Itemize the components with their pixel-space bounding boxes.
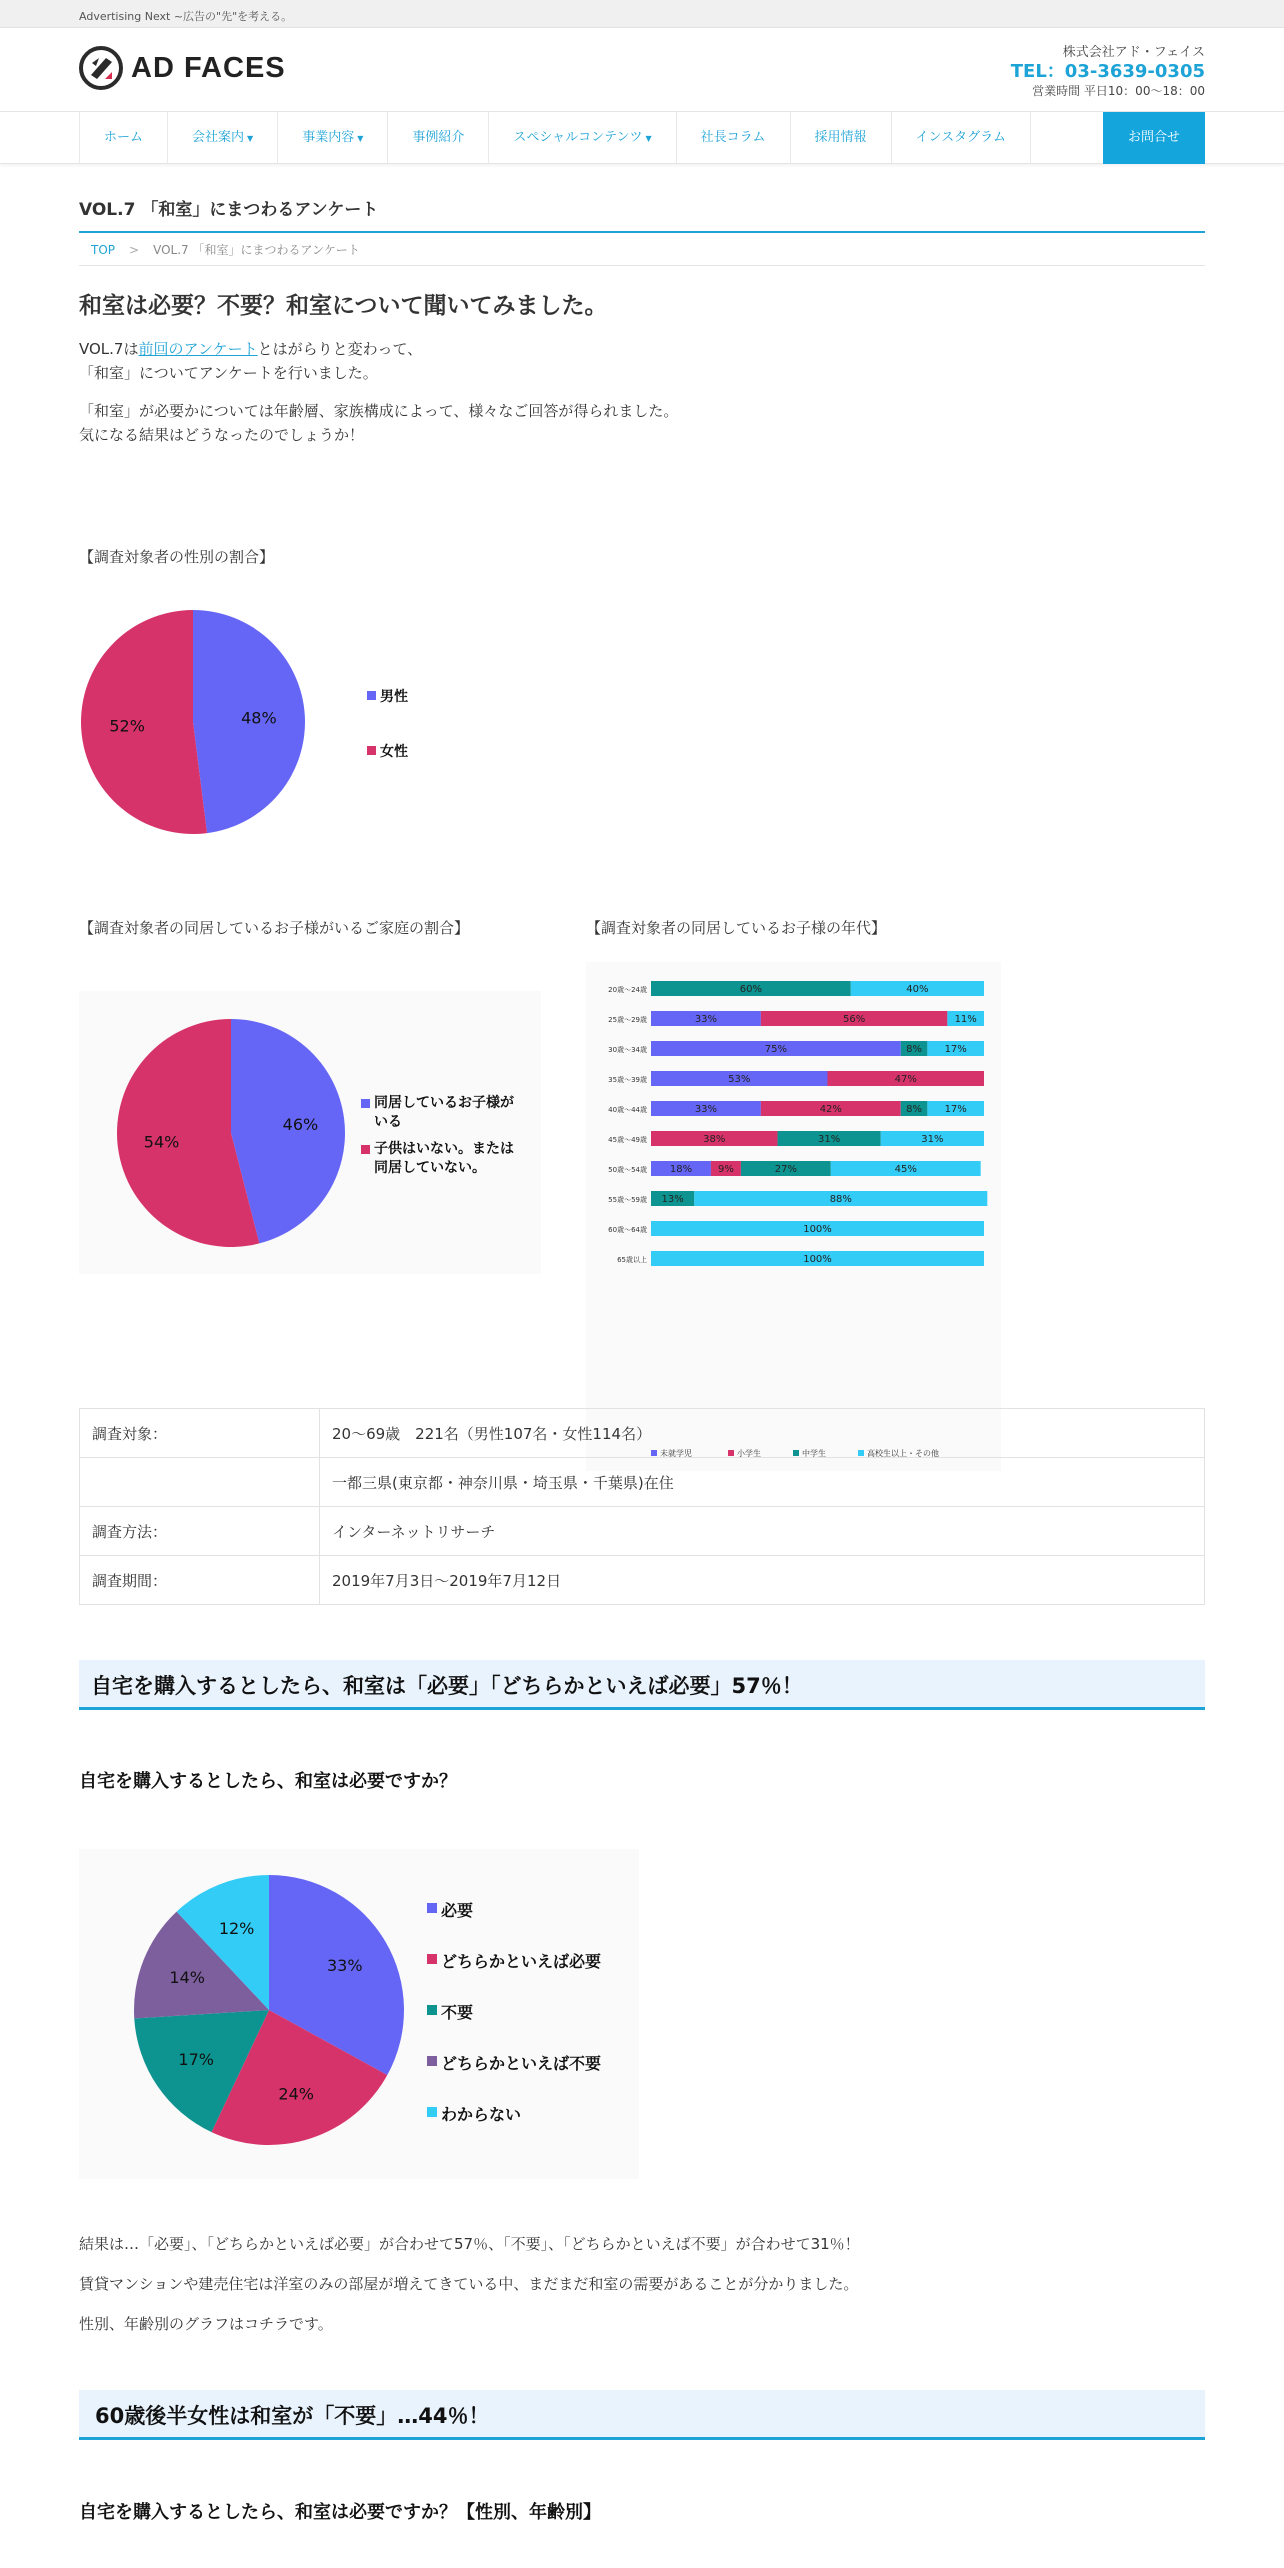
legend-swatch: [427, 2005, 437, 2015]
bar-data-label: 53%: [728, 1074, 751, 1085]
nav-item-column[interactable]: 社長コラム: [676, 112, 790, 164]
bar-data-label: 17%: [944, 1044, 967, 1055]
pie-data-label: 17%: [178, 2050, 214, 2070]
bar-data-label: 18%: [669, 1164, 693, 1175]
table-row: 調査方法： インターネットリサーチ: [80, 1507, 1205, 1556]
gender-chart-label: 【調査対象者の性別の割合】: [79, 548, 275, 566]
bar-data-label: 8%: [906, 1104, 923, 1115]
pie-data-label: 33%: [326, 1955, 363, 1975]
legend-swatch: [367, 691, 376, 700]
company-name: 株式会社アド・フェイス: [1062, 45, 1205, 60]
article-heading: 和室は必要？不要？和室について聞いてみました。: [79, 293, 608, 319]
bar-category-label: 25歳～29歳: [608, 1016, 647, 1024]
bar-category-label: 20歳～24歳: [608, 986, 647, 994]
section-heading-1: 自宅を購入するとしたら、和室は「必要」「どちらかといえば必要」57％！: [79, 1660, 1205, 1710]
caret-down-icon: ▼: [357, 134, 364, 143]
nav-item-cases[interactable]: 事例紹介: [387, 112, 488, 164]
table-row: 一都三県(東京都・神奈川県・埼玉県・千葉県)在住: [80, 1458, 1205, 1507]
logo-text: AD FACES: [131, 51, 286, 84]
pie-data-label: 54%: [143, 1132, 180, 1152]
caret-down-icon: ▼: [247, 134, 254, 143]
subsection-heading-2: 自宅を購入するとしたら、和室は必要ですか？【性別、年齢別】: [79, 2502, 601, 2523]
legend-swatch: [367, 746, 376, 755]
legend-item-with-children: 同居しているお子様がいる: [361, 1094, 521, 1132]
bar-data-label: 45%: [894, 1164, 917, 1175]
bar-data-label: 9%: [717, 1164, 734, 1175]
phone-number[interactable]: TEL：03-3639-0305: [1010, 61, 1205, 82]
legend-item-rather-unneeded: どちらかといえば不要: [427, 2051, 601, 2074]
breadcrumb-divider: [79, 265, 1205, 266]
pie-data-label: 46%: [282, 1114, 319, 1134]
children-chart-label: 【調査対象者の同居しているお子様がいるご家庭の割合】: [79, 919, 470, 937]
age-chart-label: 【調査対象者の同居しているお子様の年代】: [586, 919, 887, 937]
breadcrumb-separator: >: [129, 243, 140, 257]
result-paragraph-1: 結果は…「必要」、「どちらかといえば必要」が合わせて57％、「不要」、「どちらかといえば不要」が合わせて31％！: [79, 2235, 860, 2253]
legend-item-male: 男性: [367, 686, 408, 706]
legend-item-unneeded: 不要: [427, 2000, 473, 2023]
nav-item-recruit[interactable]: 採用情報: [790, 112, 891, 164]
legend-swatch: [427, 1903, 437, 1913]
legend-swatch: [361, 1099, 370, 1108]
bar-data-label: 13%: [661, 1194, 684, 1205]
nav-item-home[interactable]: ホーム: [79, 112, 167, 164]
contact-button[interactable]: お問合せ: [1103, 112, 1205, 164]
bar-category-label: 35歳～39歳: [608, 1076, 647, 1084]
title-divider: [79, 231, 1205, 233]
legend-item-no-children: 子供はいない。または同居していない。: [361, 1140, 521, 1178]
legend-item-rather-need: どちらかといえば必要: [427, 1949, 601, 1972]
bar-data-label: 100%: [803, 1254, 832, 1265]
bar-data-label: 56%: [843, 1014, 866, 1025]
bar-data-label: 31%: [818, 1134, 841, 1145]
gender-pie-chart: [109, 602, 277, 842]
bar-data-label: 8%: [906, 1044, 923, 1055]
bar-category-label: 45歳～49歳: [608, 1136, 647, 1144]
page-title: VOL.7 「和室」にまつわるアンケート: [79, 200, 379, 220]
tagline: Advertising Next ~広告の"先"を考える。: [79, 10, 293, 23]
legend-swatch: [361, 1145, 370, 1154]
legend-swatch: [427, 2107, 437, 2117]
pie-data-label: 24%: [278, 2084, 314, 2104]
nav-item-instagram[interactable]: インスタグラム: [891, 112, 1031, 164]
intro-paragraph-2: 「和室」が必要かについては年齢層、家族構成によって、様々なご回答が得られました。 気になる結果はどうなったのでしょうか！: [79, 402, 679, 444]
bar-data-label: 31%: [921, 1134, 944, 1145]
table-row: 調査期間： 2019年7月3日～2019年7月12日: [80, 1556, 1205, 1605]
nav-item-company[interactable]: 会社案内 ▼: [167, 112, 277, 164]
bar-category-label: 60歳～64歳: [608, 1226, 647, 1234]
bar-legend-label: 未就学児: [660, 1449, 692, 1458]
bar-data-label: 42%: [819, 1104, 842, 1115]
logo[interactable]: [79, 46, 286, 90]
pie-data-label: 48%: [241, 708, 277, 728]
bar-category-label: 55歳～59歳: [608, 1196, 647, 1204]
legend-swatch: [427, 2056, 437, 2066]
bar-data-label: 38%: [703, 1134, 726, 1145]
bar-legend-label: 小学生: [737, 1449, 761, 1458]
legend-item-female: 女性: [367, 741, 408, 761]
subsection-heading-1: 自宅を購入するとしたら、和室は必要ですか？: [79, 1771, 457, 1792]
bar-legend-label: 高校生以上・その他: [867, 1449, 939, 1458]
caret-down-icon: ▼: [645, 134, 652, 143]
bar-data-label: 33%: [694, 1014, 718, 1025]
bar-category-label: 65歳以上: [617, 1256, 647, 1264]
bar-legend-label: 中学生: [802, 1449, 826, 1458]
bar-data-label: 40%: [906, 984, 929, 995]
result-paragraph-3: 性別、年齢別のグラフはコチラです。: [79, 2315, 333, 2333]
site-header: [0, 28, 1284, 112]
bar-data-label: 47%: [894, 1074, 917, 1085]
bar-data-label: 88%: [829, 1194, 852, 1205]
table-row: 調査対象： 20～69歳 221名（男性107名・女性114名）: [80, 1409, 1205, 1458]
bar-data-label: 33%: [694, 1104, 718, 1115]
pie-data-label: 12%: [218, 1918, 255, 1938]
bar-data-label: 100%: [803, 1224, 832, 1235]
pie-data-label: 14%: [169, 1968, 205, 1988]
bar-category-label: 40歳～44歳: [608, 1106, 647, 1114]
children-age-stacked-bar-chart: [586, 962, 1001, 1472]
header-contact: [1011, 44, 1205, 100]
breadcrumb-top-link[interactable]: TOP: [91, 243, 116, 257]
tatami-room-need-pie-chart: [124, 1865, 414, 2155]
main-nav: [0, 112, 1284, 164]
breadcrumb-current: VOL.7 「和室」にまつわるアンケート: [153, 243, 360, 257]
survey-info-table: [79, 1408, 1205, 1605]
bar-data-label: 60%: [739, 984, 763, 995]
bar-data-label: 11%: [954, 1014, 977, 1025]
pie-data-label: 52%: [109, 716, 145, 736]
legend-swatch: [427, 1954, 437, 1964]
bar-data-label: 17%: [944, 1104, 967, 1115]
bar-category-label: 50歳～54歳: [608, 1166, 647, 1174]
previous-survey-link[interactable]: 前回のアンケート: [138, 340, 258, 358]
bar-data-label: 27%: [774, 1164, 797, 1175]
nav-item-business[interactable]: 事業内容 ▼: [277, 112, 387, 164]
legend-item-need: 必要: [427, 1898, 473, 1921]
topbar: [0, 0, 1284, 28]
legend-item-unknown: わからない: [427, 2102, 521, 2125]
bar-category-label: 30歳～34歳: [608, 1046, 647, 1054]
intro-paragraph-1: VOL.7は前回のアンケートとはがらりと変わって、 「和室」についてアンケートを行いました。: [79, 340, 423, 382]
bar-data-label: 75%: [764, 1044, 787, 1055]
logo-mark-icon: [79, 46, 123, 90]
result-paragraph-2: 賃貸マンションや建売住宅は洋室のみの部屋が増えてきている中、まだまだ和室の需要があることが分かりました。: [79, 2275, 859, 2293]
section-heading-2: 60歳後半女性は和室が「不要」…44％！: [79, 2390, 1205, 2440]
nav-item-special[interactable]: スペシャルコンテンツ ▼: [488, 112, 675, 164]
business-hours: 営業時間 平日10：00～18：00: [1032, 84, 1205, 98]
children-pie-chart: [114, 1016, 354, 1250]
breadcrumb: [91, 241, 360, 258]
